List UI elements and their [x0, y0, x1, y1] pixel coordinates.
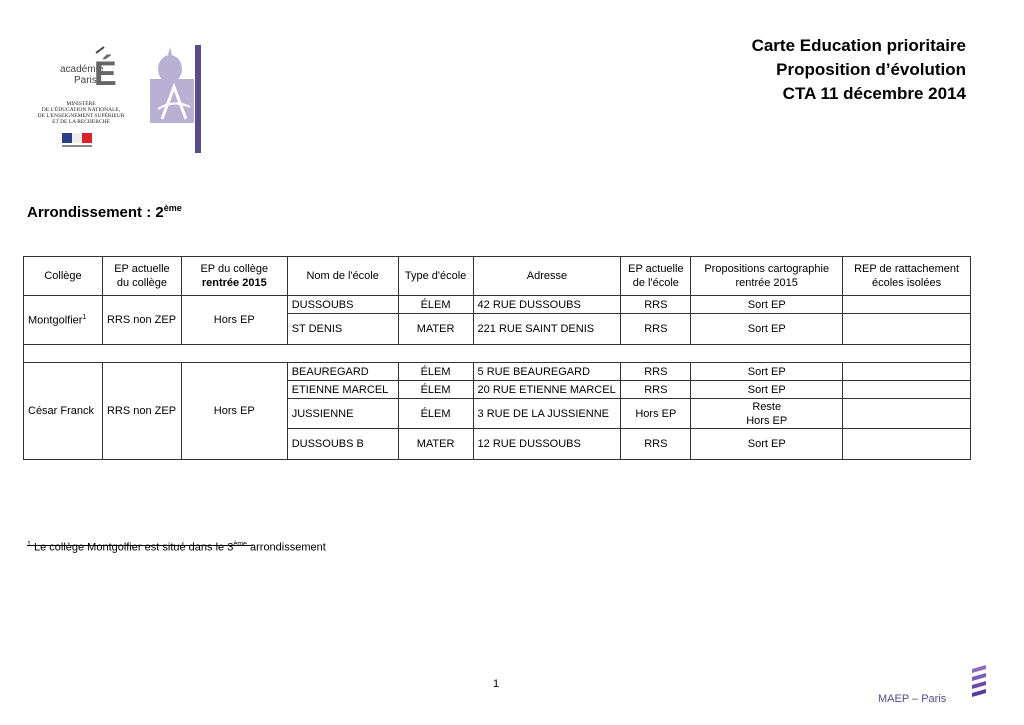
arrondissement-label: Arrondissement : 2 [27, 204, 164, 221]
header-adresse: Adresse [473, 257, 621, 296]
separator-cell [24, 345, 971, 363]
ep-actuelle-college-cell: RRS non ZEP [102, 363, 181, 460]
proposition-cell: Sort EP [691, 314, 843, 345]
logo-ministere-line1: MINISTÈRE [66, 101, 96, 107]
rep-cell [843, 429, 971, 460]
school-ep-cell: RRS [621, 314, 691, 345]
school-address-cell: 12 RUE DUSSOUBS [473, 429, 621, 460]
school-ep-cell: Hors EP [621, 399, 691, 429]
footer-label: MAEP – Paris [878, 693, 947, 705]
school-address-cell: 42 RUE DUSSOUBS [473, 296, 621, 314]
header-nom-ecole: Nom de l'école [287, 257, 398, 296]
ep-2015-cell: Hors EP [181, 363, 287, 460]
school-address-cell: 20 RUE ETIENNE MARCEL [473, 381, 621, 399]
footnote-ref: 1 [82, 313, 87, 321]
rep-cell [843, 314, 971, 345]
arrondissement-sup: ème [163, 203, 182, 213]
rep-cell [843, 381, 971, 399]
title-line-1: Carte Education prioritaire [751, 36, 966, 55]
arrondissement-heading [27, 203, 182, 221]
school-name-cell: ETIENNE MARCEL [287, 381, 398, 399]
logo-ministere-line3: DE L'ENSEIGNEMENT SUPÉRIEUR [37, 113, 125, 119]
proposition-line: Reste [752, 400, 782, 413]
school-ep-cell: RRS [621, 429, 691, 460]
logo-paris-text: Paris [74, 75, 97, 86]
rep-cell [843, 399, 971, 429]
header-ep-actuelle-ecole: EP actuelle de l'école [621, 257, 691, 296]
table-row [24, 363, 971, 381]
footnote-text-end: arrondissement [246, 541, 326, 554]
separator-row [24, 345, 971, 363]
school-name-cell: BEAUREGARD [287, 363, 398, 381]
page-number: 1 [493, 678, 500, 690]
school-name-cell: JUSSIENNE [287, 399, 398, 429]
college-name: Montgolfier [28, 314, 83, 327]
table-row [24, 296, 971, 314]
proposition-line: Hors EP [746, 414, 788, 427]
school-name-cell: DUSSOUBS B [287, 429, 398, 460]
header-propositions: Propositions cartographie rentrée 2015 [691, 257, 843, 296]
school-ep-cell: RRS [621, 296, 691, 314]
proposition-cell: Sort EP [691, 429, 843, 460]
logo-academie-text: académie [60, 64, 104, 75]
ep-actuelle-college-cell: RRS non ZEP [102, 296, 181, 345]
academie-dome-logo [148, 45, 202, 153]
footnote-marker: 1 [27, 541, 31, 548]
school-name-cell: ST DENIS [287, 314, 398, 345]
footnote-text: Le collège Montgolfier est situé dans le 3 [33, 541, 234, 554]
proposition-cell: Sort EP [691, 363, 843, 381]
header-ep-actuelle-college: EP actuelle du collège [102, 257, 181, 296]
header-type-ecole: Type d'école [398, 257, 473, 296]
school-type-cell: MATER [398, 314, 473, 345]
header-ep-2015 [181, 257, 287, 296]
title-line-2: Proposition d’évolution [776, 60, 966, 79]
proposition-cell: Sort EP [691, 381, 843, 399]
school-type-cell: MATER [398, 429, 473, 460]
table-header-row [24, 257, 971, 296]
header-ep-2015-line2: rentrée 2015 [201, 277, 267, 289]
maep-logo-icon [968, 663, 990, 699]
rep-cell [843, 296, 971, 314]
header-college: Collège [24, 257, 103, 296]
school-ep-cell: RRS [621, 363, 691, 381]
proposition-cell: Sort EP [691, 296, 843, 314]
logo-ministere-line4: ET DE LA RECHERCHE [52, 119, 110, 125]
school-name-cell: DUSSOUBS [287, 296, 398, 314]
school-address-cell: 5 RUE BEAUREGARD [473, 363, 621, 381]
school-ep-cell: RRS [621, 381, 691, 399]
school-address-cell: 221 RUE SAINT DENIS [473, 314, 621, 345]
footnote-sup: ème [233, 541, 247, 548]
school-type-cell: ÉLEM [398, 399, 473, 429]
school-address-cell: 3 RUE DE LA JUSSIENNE [473, 399, 621, 429]
academie-paris-logo [26, 45, 136, 155]
college-cell: César Franck [24, 363, 103, 460]
logo-ministere-line2: DE L'ÉDUCATION NATIONALE, [41, 107, 121, 113]
school-type-cell: ÉLEM [398, 296, 473, 314]
school-type-cell: ÉLEM [398, 381, 473, 399]
school-type-cell: ÉLEM [398, 363, 473, 381]
header-ep-2015-line1: EP du collège [200, 263, 269, 275]
header-rep-rattachement: REP de rattachement écoles isolées [843, 257, 971, 296]
document-title [752, 34, 966, 106]
proposition-cell [691, 399, 843, 429]
rep-cell [843, 363, 971, 381]
svg-text:É: É [94, 55, 117, 93]
footnote [27, 541, 326, 554]
ep-2015-cell: Hors EP [181, 296, 287, 345]
title-line-3: CTA 11 décembre 2014 [782, 84, 966, 103]
college-cell [24, 296, 103, 345]
education-prioritaire-table [23, 256, 971, 460]
